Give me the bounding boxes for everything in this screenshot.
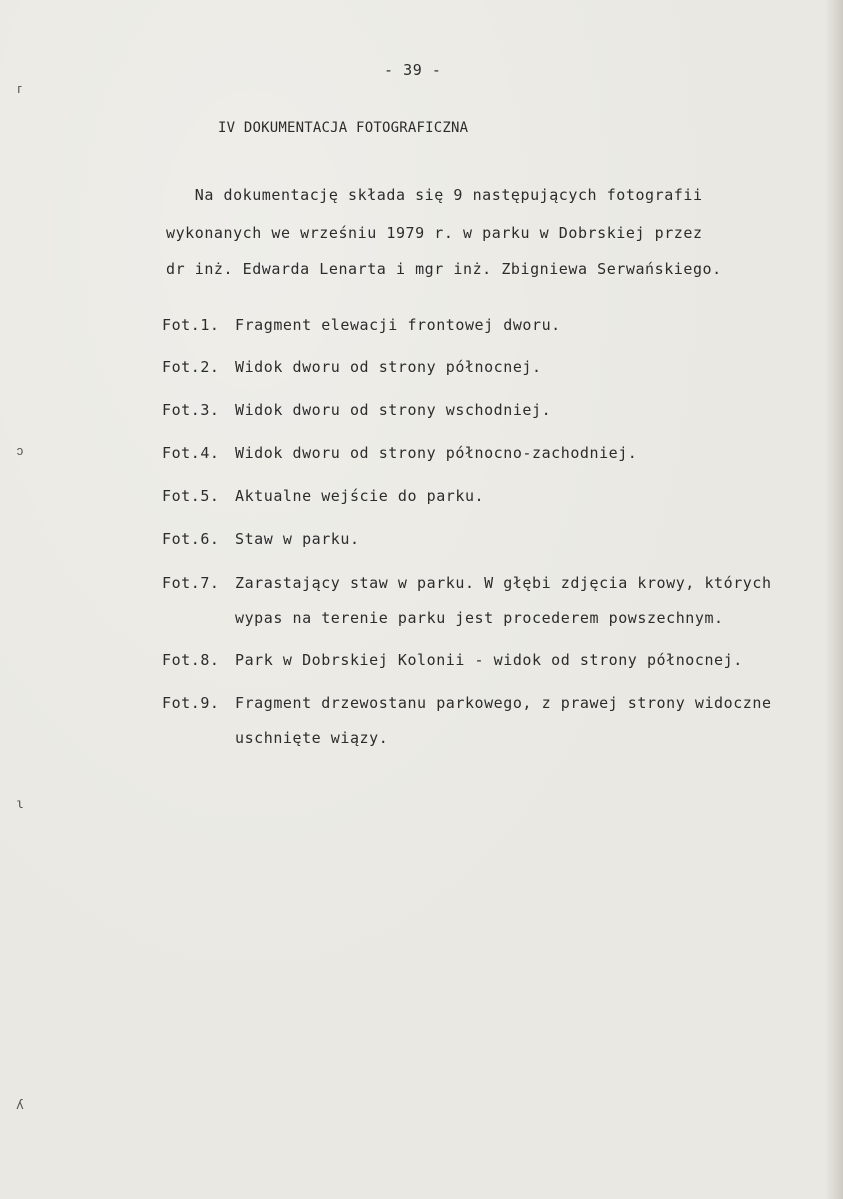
photo-label: Fot.2. (162, 358, 220, 376)
photo-label: Fot.7. (162, 574, 220, 592)
page-number: - 39 - (384, 61, 442, 79)
intro-line: dr inż. Edwarda Lenarta i mgr inż. Zbigniewa Serwańskiego. (166, 260, 722, 278)
photo-label: Fot.6. (162, 530, 220, 548)
photo-label: Fot.9. (162, 694, 220, 712)
photo-caption: Park w Dobrskiej Kolonii - widok od strony północnej. (235, 651, 743, 669)
photo-caption: Widok dworu od strony północno-zachodniej. (235, 444, 638, 462)
photo-caption: Staw w parku. (235, 530, 360, 548)
intro-line: wykonanych we wrześniu 1979 r. w parku w Dobrskiej przez (166, 224, 703, 242)
photo-caption: Widok dworu od strony północnej. (235, 358, 542, 376)
binding-mark: ᴦ (16, 82, 24, 97)
photo-caption: Fragment elewacji frontowej dworu. (235, 316, 561, 334)
photo-label: Fot.8. (162, 651, 220, 669)
binding-mark: ɩ (16, 797, 24, 812)
photo-caption: Zarastający staw w parku. W głębi zdjęcia krowy, których (235, 574, 772, 592)
section-heading: IV DOKUMENTACJA FOTOGRAFICZNA (218, 120, 469, 136)
photo-caption: Widok dworu od strony wschodniej. (235, 401, 552, 419)
binding-mark: ↄ (16, 444, 24, 459)
page-edge-shadow (825, 0, 843, 1199)
binding-mark: ʎ (16, 1098, 24, 1113)
photo-label: Fot.5. (162, 487, 220, 505)
photo-caption: uschnięte wiązy. (235, 729, 389, 747)
intro-line: Na dokumentację składa się 9 następujących fotografii (166, 186, 703, 204)
photo-label: Fot.4. (162, 444, 220, 462)
photo-label: Fot.1. (162, 316, 220, 334)
photo-label: Fot.3. (162, 401, 220, 419)
photo-caption: Fragment drzewostanu parkowego, z prawej strony widoczne (235, 694, 772, 712)
photo-caption: Aktualne wejście do parku. (235, 487, 485, 505)
photo-caption: wypas na terenie parku jest procederem powszechnym. (235, 609, 724, 627)
